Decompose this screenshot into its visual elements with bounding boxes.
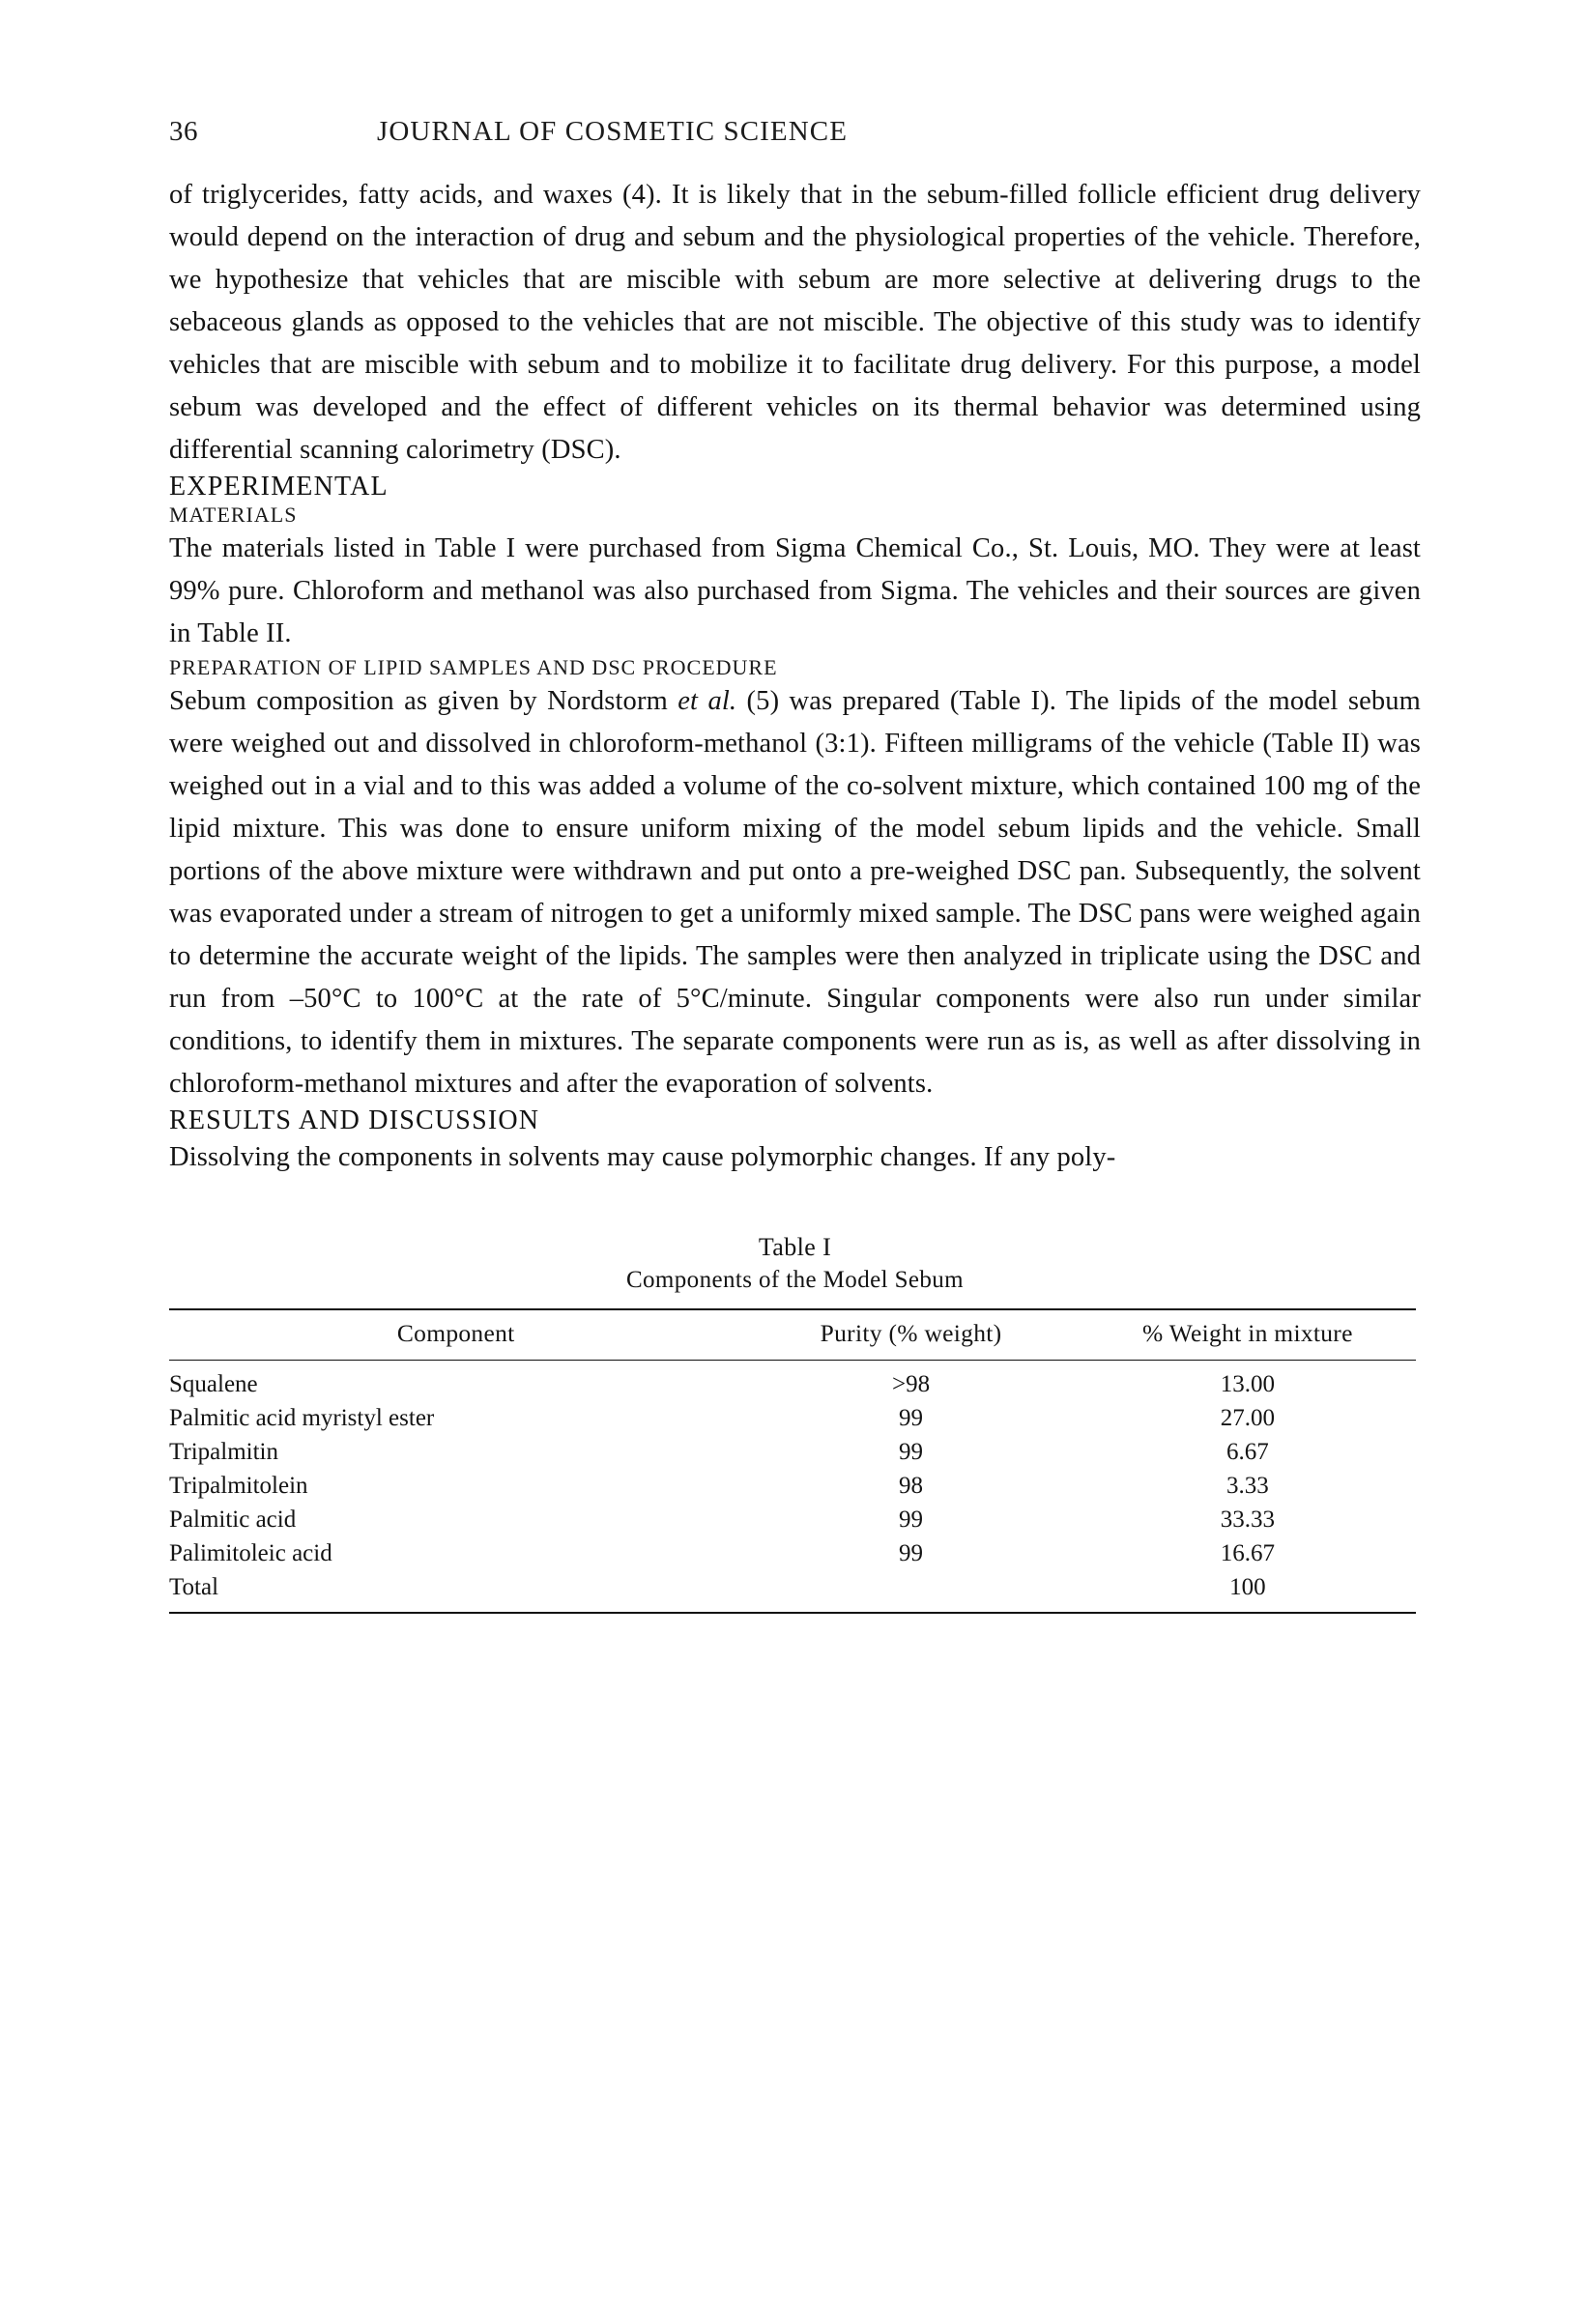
cell-weight: 16.67 [1220, 1540, 1275, 1566]
heading-results-discussion: RESULTS AND DISCUSSION [169, 1105, 540, 1135]
cell-weight: 27.00 [1220, 1405, 1275, 1431]
cell-component: Palmitic acid [169, 1506, 297, 1533]
cell-purity: 99 [899, 1506, 924, 1533]
table-row [169, 1361, 1416, 1402]
cell-component: Palimitoleic acid [169, 1540, 332, 1566]
cell-purity: 99 [899, 1439, 924, 1465]
cell-component: Total [169, 1571, 742, 1614]
running-head [169, 116, 1421, 174]
prep-text-part2: (5) was prepared (Table I). The lipids of the model sebum were weighed out and dissolved in chloroform-methanol (3:1). Fifteen milligrams of the vehicle (Table II) was weighed out in a vial and to this was added a volume of the co-solvent mixture, which contained 100 mg of the lipid mixture. This was done to ensure uniform mixing of the model sebum lipids and the vehicle. Small portions of the above mixture were withdrawn and put onto a pre-weighed DSC pan. Subsequently, the solvent was evaporated under a stream of nitrogen to get a uniformly mixed sample. The DSC pans were weighed again to determine the accurate weight of the lipids. The samples were then analyzed in triplicate using the DSC and run from –50°C to 100°C at the rate of 5°C/minute. Singular components were also run under similar conditions, to identify them in mixtures. The separate components were run as is, as well as after dissolving in chloroform-methanol mixtures and after the evaporation of solvents. [169, 686, 1421, 1099]
cell-weight: 6.67 [1226, 1439, 1269, 1465]
cell-weight: 100 [1080, 1571, 1416, 1614]
column-header-component: Component [169, 1309, 742, 1361]
cell-component: Tripalmitolein [169, 1473, 308, 1499]
prep-text-part1: Sebum composition as given by Nordstorm [169, 686, 678, 716]
journal-title: JOURNAL OF COSMETIC SCIENCE [377, 116, 849, 147]
column-header-weight: % Weight in mixture [1080, 1309, 1416, 1361]
page-content [169, 0, 1421, 1614]
cell-purity [742, 1571, 1079, 1614]
table-number: Table I [758, 1233, 832, 1261]
page-number: 36 [169, 116, 198, 147]
results-paragraph: Dissolving the components in solvents may cause polymorphic changes. If any poly- [169, 1142, 1116, 1172]
preparation-paragraph [169, 680, 1421, 1105]
cell-component: Palmitic acid myristyl ester [169, 1405, 435, 1431]
cell-weight: 13.00 [1220, 1371, 1275, 1397]
table-body [169, 1361, 1416, 1614]
cell-component: Tripalmitin [169, 1439, 278, 1465]
cell-component: Squalene [169, 1371, 258, 1397]
column-header-purity: Purity (% weight) [742, 1309, 1079, 1361]
table-row [169, 1402, 1416, 1436]
table-row-total [169, 1571, 1416, 1614]
table-row [169, 1436, 1416, 1470]
cell-purity: 99 [899, 1405, 924, 1431]
cell-weight: 33.33 [1220, 1506, 1275, 1533]
cell-purity: 98 [899, 1473, 924, 1499]
intro-paragraph: of triglycerides, fatty acids, and waxes (4). It is likely that in the sebum-filled follicle efficient drug delivery would depend on the interaction of drug and sebum and the physiological properties of the vehicle. Therefore, we hypothesize that vehicles that are miscible with sebum are more selective at delivering drugs to the sebaceous glands as opposed to the vehicles that are not miscible. The objective of this study was to identify vehicles that are miscible with sebum and to mobilize it to facilitate drug delivery. For this purpose, a model sebum was developed and the effect of different vehicles on its thermal behavior was determined using differential scanning calorimetry (DSC). [169, 180, 1421, 465]
table-row [169, 1537, 1416, 1571]
table-header-row [169, 1309, 1416, 1361]
heading-materials: MATERIALS [169, 502, 298, 527]
cell-purity: 99 [899, 1540, 924, 1566]
heading-experimental: EXPERIMENTAL [169, 472, 389, 502]
cell-weight: 3.33 [1226, 1473, 1269, 1499]
table-caption [169, 1231, 1421, 1297]
components-table [169, 1308, 1416, 1614]
heading-preparation: PREPARATION OF LIPID SAMPLES AND DSC PROCEDURE [169, 655, 778, 679]
cell-purity: >98 [891, 1371, 931, 1397]
table-row [169, 1504, 1416, 1537]
prep-text-italic: et al. [678, 686, 737, 716]
table-title: Components of the Model Sebum [625, 1267, 965, 1293]
materials-paragraph: The materials listed in Table I were purchased from Sigma Chemical Co., St. Louis, MO. They were at least 99% pure. Chloroform and methanol was also purchased from Sigma. The vehicles and their sources are given in Table II. [169, 533, 1421, 648]
table-row [169, 1470, 1416, 1504]
table-head [169, 1309, 1416, 1361]
table-block [169, 1231, 1421, 1614]
